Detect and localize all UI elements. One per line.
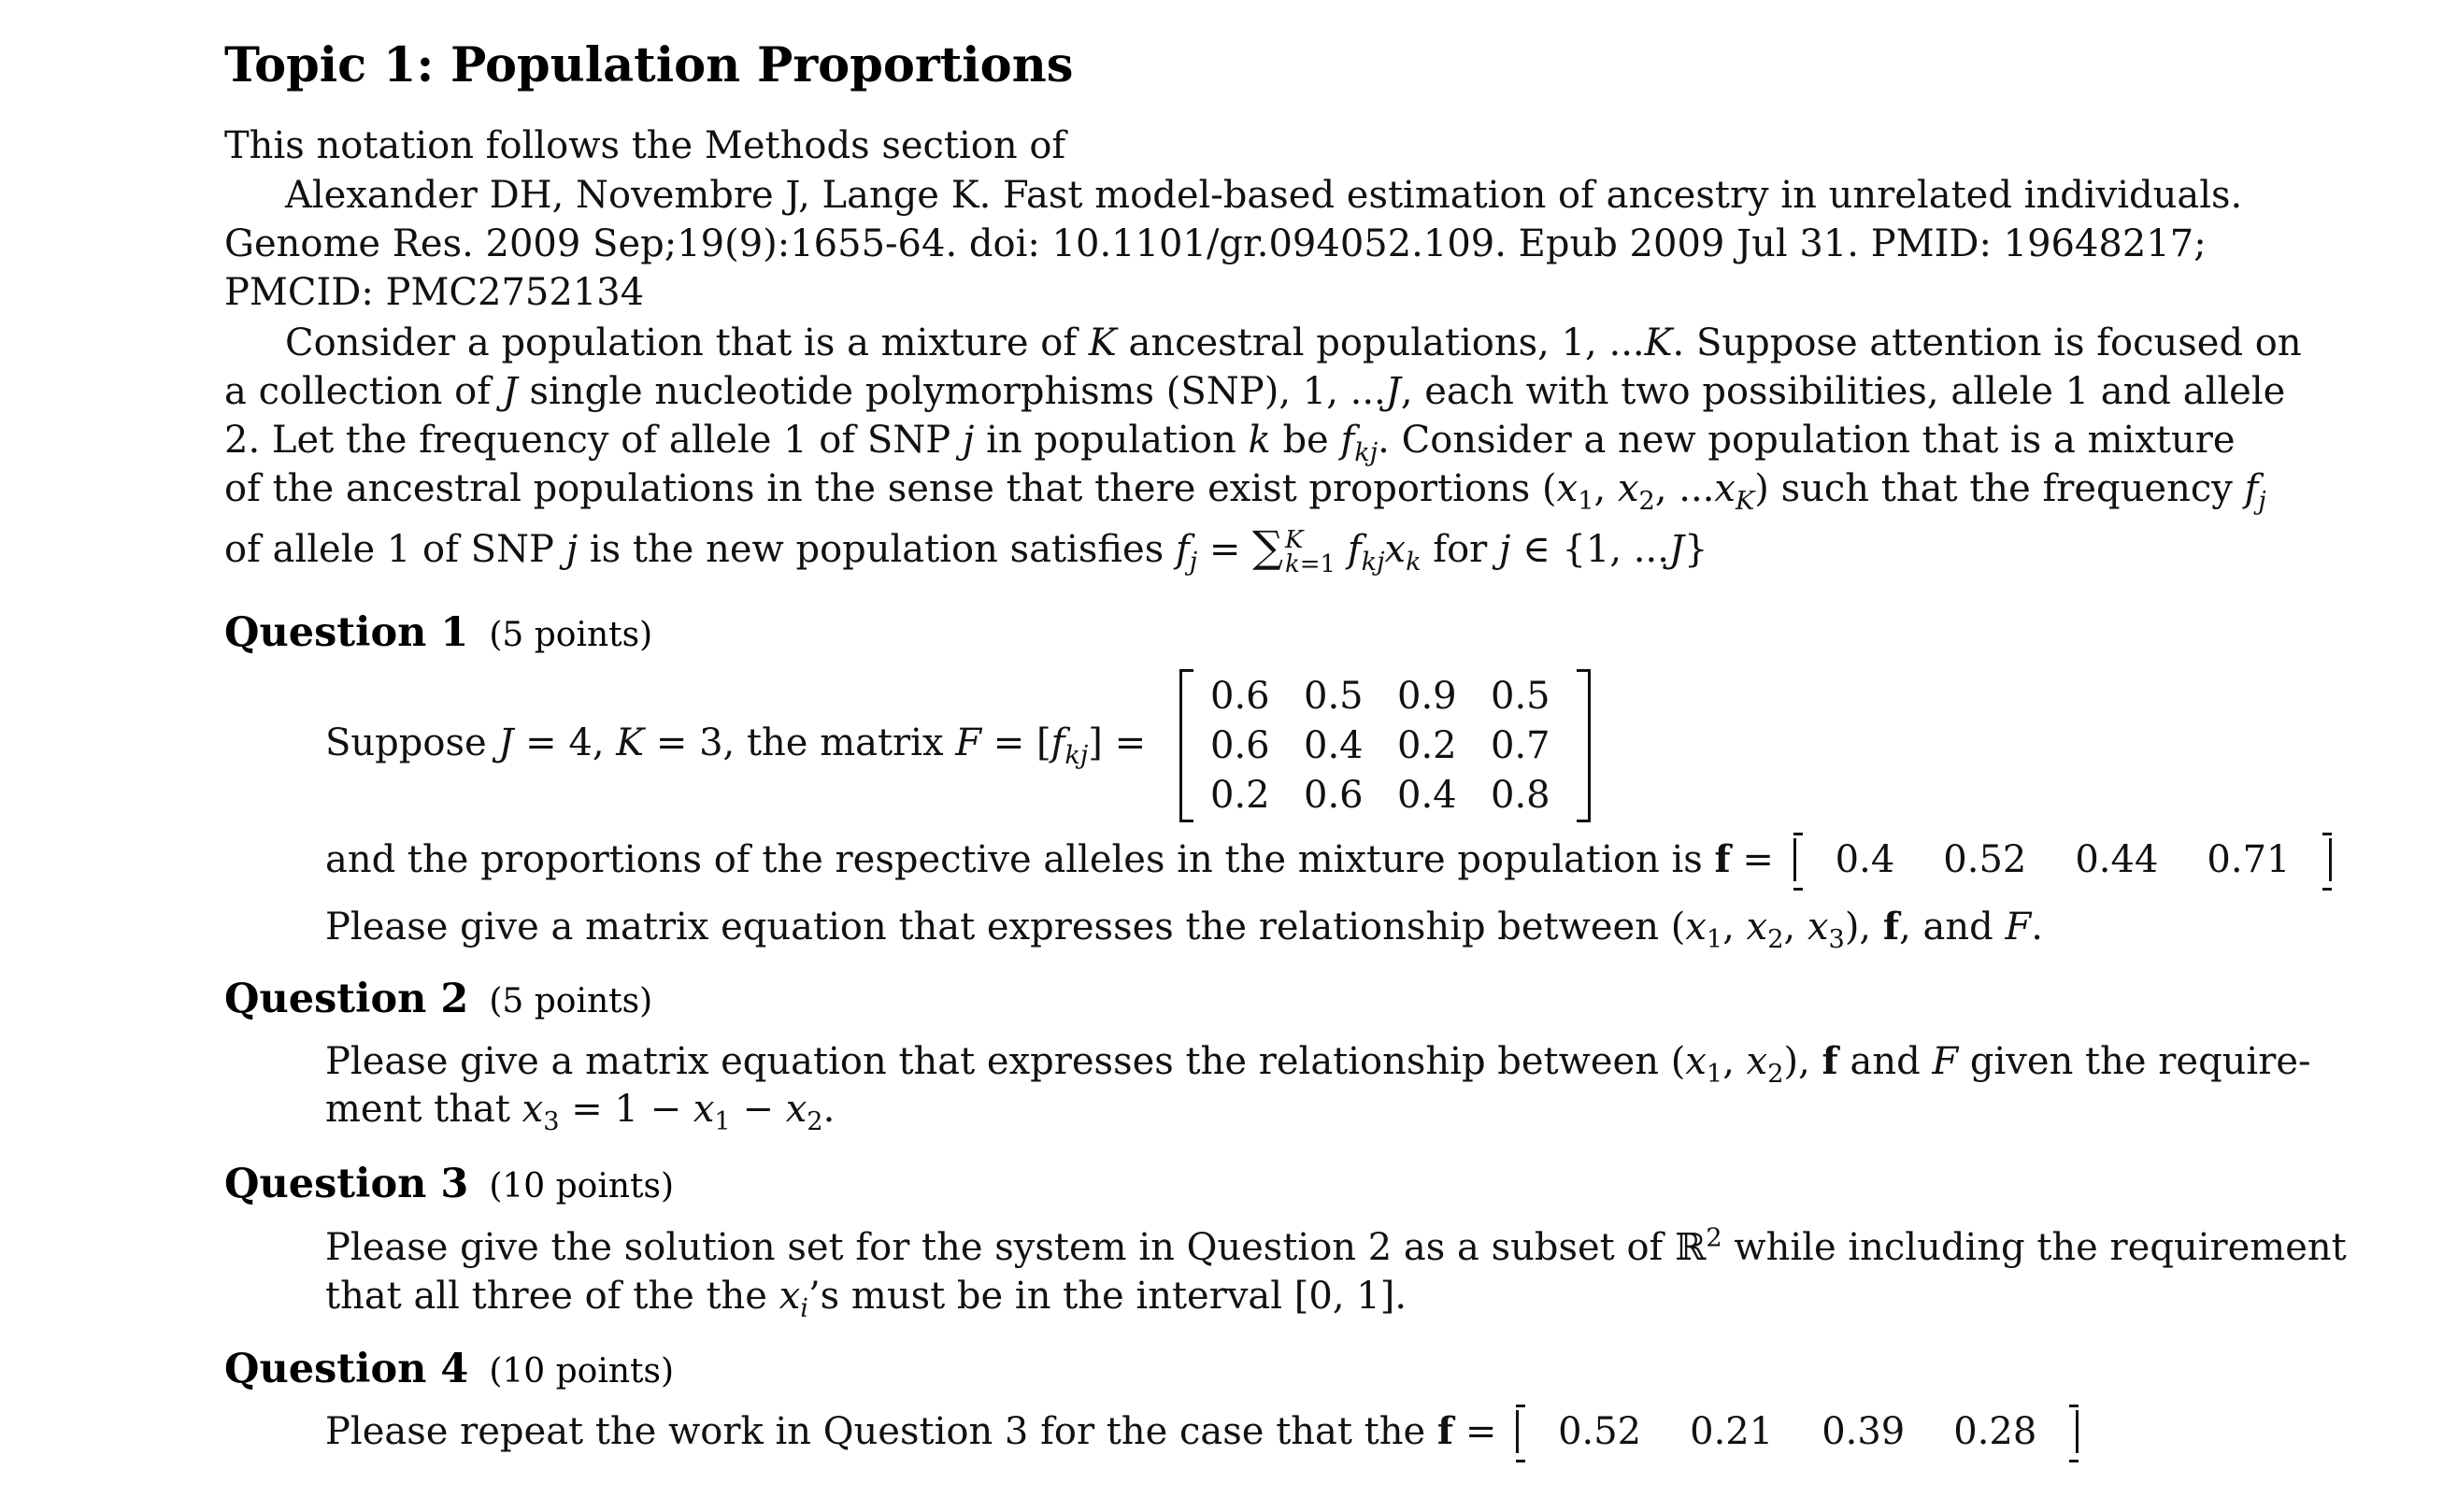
question-1-suppose: Suppose J = 4, K = 3, the matrix $F = [f_{kj}]$ = [325,721,1147,770]
citation-line-3: PMCID: PMC2752134 [224,271,645,314]
f-vector-1: 0.4 0.52 0.44 0.71 [1793,838,2333,881]
matrix-cell: 0.7 [1491,724,1550,767]
question-1-proportions: and the proportions of the respective alleles in the mixture population is f = 0.4 0.52 0.44 0.71 [325,837,2332,881]
question-3-line-2: that all three of the the $x_i’s$ must be in the interval [0, 1]. [325,1275,1407,1323]
question-4-line-1: Please repeat the work in Question 3 for the case that the f = 0.52 0.21 0.39 0.28 [325,1409,2079,1453]
matrix-cell: 0.5 [1491,675,1550,718]
f-vector-2: 0.52 0.21 0.39 0.28 [1516,1410,2079,1453]
page-title: Topic 1: Population Proportions [224,37,1074,93]
question-3-line-1: Please give the solution set for the system in Question 2 as a subset of ℝ$^2$ while including the requirement [325,1223,2347,1269]
paragraph-line-1: Consider a population that is a mixture of K ancestral populations, 1, ...K. Suppose attention is focused on [285,321,2302,364]
question-2-line-1: Please give a matrix equation that expresses the relationship between ($x_1$, $x_2$), f and F given the require- [325,1039,2311,1089]
question-2-heading: Question 2 (5 points) [224,976,653,1022]
question-1-ask: Please give a matrix equation that expresses the relationship between ($x_1$, $x_2$, $x_3$), f, and F. [325,905,2043,954]
paragraph-line-2: a collection of J single nucleotide polymorphisms (SNP), 1, ...J, each with two possibilities, allele 1 and allele [224,370,2286,413]
matrix-cell: 0.6 [1210,724,1270,767]
matrix-grid [1210,675,1584,823]
frequency-matrix [1179,669,1591,822]
matrix-cell: 0.5 [1304,675,1364,718]
question-2-line-2: ment that $x_3 = 1 - x_1 - x_2$. [325,1088,836,1136]
matrix-cell: 0.9 [1397,675,1457,718]
matrix-cell: 0.2 [1210,774,1270,817]
matrix-cell: 0.4 [1397,774,1457,817]
question-1-heading: Question 1 (5 points) [224,609,653,656]
paragraph-line-3: 2. Let the frequency of allele 1 of SNP j in population k be $f_{kj}$. Consider a new population that is a mixture [224,419,2236,467]
question-3-heading: Question 3 (10 points) [224,1161,675,1207]
matrix-cell: 0.6 [1304,774,1364,817]
paragraph-line-5: of allele 1 of SNP j is the new population satisfies $f_j$ = ∑ K k=1 $f_{kj}x_k$ for j ∈ {1, ...J} [224,521,1708,578]
citation-line-2: Genome Res. 2009 Sep;19(9):1655-64. doi: 10.1101/gr.094052.109. Epub 2009 Jul 31. PMID: 19648217; [224,222,2207,265]
matrix-cell: 0.2 [1397,724,1457,767]
matrix-cell: 0.6 [1210,675,1270,718]
intro-line: This notation follows the Methods section of [224,124,1066,167]
paragraph-line-4: of the ancestral populations in the sense that there exist proportions ($x_1$, $x_2$, $...x_K$) such that the frequency $f_j$ [224,467,2266,516]
matrix-cell: 0.8 [1491,774,1550,817]
citation-line-1: Alexander DH, Novembre J, Lange K. Fast model-based estimation of ancestry in unrelated individuals. [285,174,2243,217]
question-4-heading: Question 4 (10 points) [224,1346,675,1392]
matrix-cell: 0.4 [1304,724,1364,767]
